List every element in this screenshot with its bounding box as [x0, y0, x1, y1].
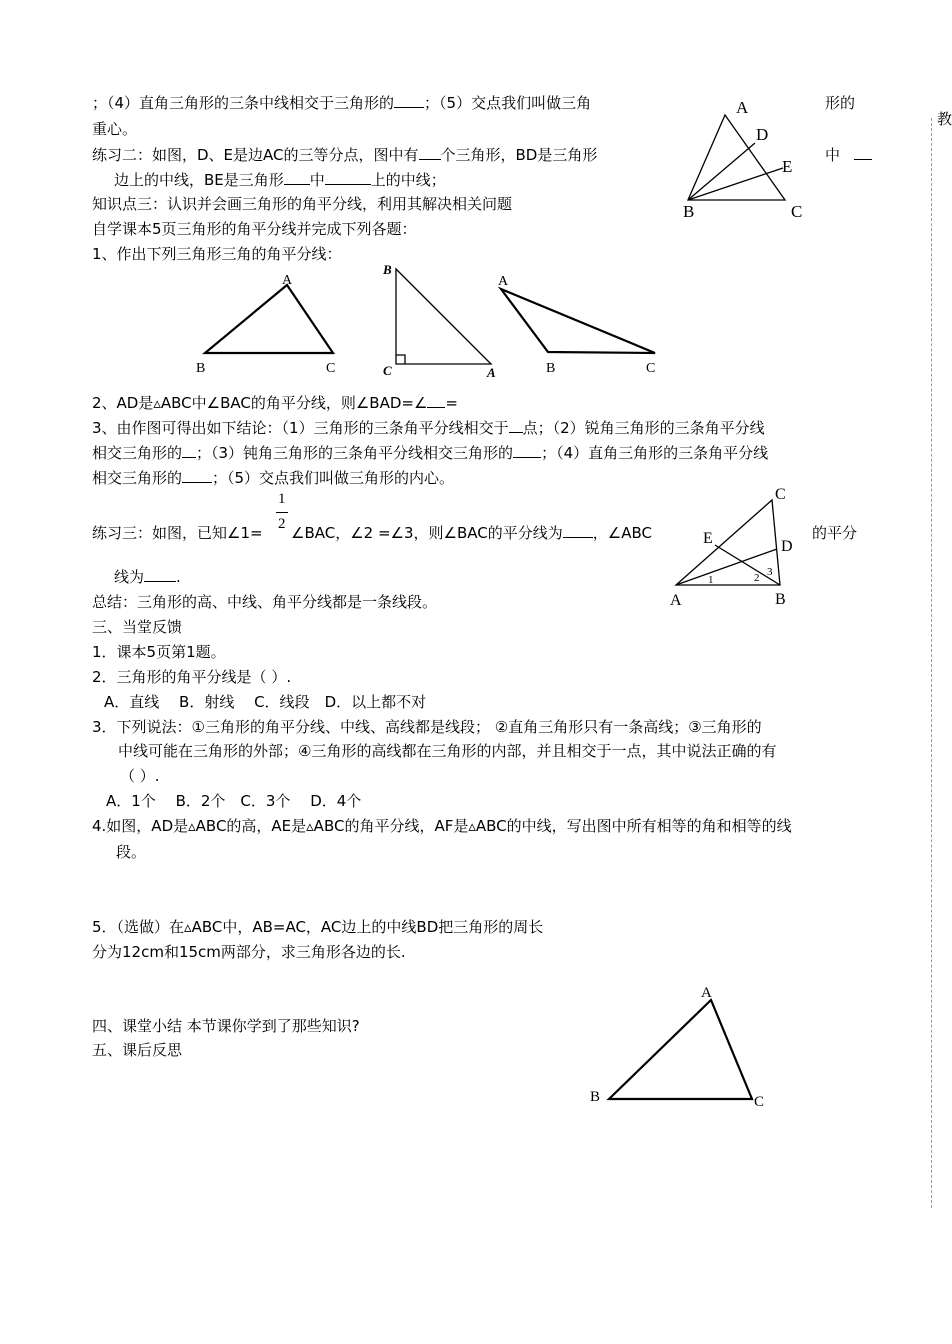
text-line: 自学课本5页三角形的角平分线并完成下列各题： [92, 220, 417, 238]
triangle-right [380, 260, 505, 380]
label-B: B [775, 591, 786, 608]
label-angle-1: 1 [708, 574, 714, 586]
text-line: 中线可能在三角形的外部；④三角形的高线都在三角形的内部，并且相交于一点，其中说法正确的有 [118, 742, 777, 760]
label-B: B [383, 262, 392, 277]
text-line: 2．三角形的角平分线是（ ）. [92, 668, 292, 686]
triangle-acute [190, 270, 350, 380]
fraction-denominator: 2 [278, 516, 286, 532]
text-line: 5．（选做）在▵ABC中，AB=AC，AC边上的中线BD把三角形的周长 [92, 918, 544, 936]
text-line: 1、作出下列三角形三角的角平分线： [92, 245, 342, 263]
text-line: 3、由作图可得出如下结论：（1）三角形的三条角平分线相交于 点；（2）锐角三角形的三条角平分线 [92, 419, 765, 437]
label-angle-3: 3 [767, 566, 773, 578]
section-heading: 五、课后反思 [92, 1041, 183, 1059]
label-C: C [791, 202, 803, 221]
section-heading: 四、课堂小结 本节课你学到了那些知识? [92, 1017, 360, 1035]
text-line: 总结：三角形的高、中线、角平分线都是一条线段。 [92, 593, 438, 611]
triangle-obtuse [495, 268, 665, 378]
text-line: 中 [825, 145, 872, 165]
text-line: 线为 . [114, 568, 181, 586]
label-angle-2: 2 [754, 572, 760, 584]
fraction-bar [276, 512, 288, 513]
section-heading: 三、当堂反馈 [92, 618, 183, 636]
text-line: 重心。 [92, 120, 138, 138]
label-B: B [683, 202, 695, 221]
text-line: 段。 [116, 843, 147, 861]
text-line: A．1个 B．2个 C．3个 D．4个 [106, 792, 362, 810]
label-E: E [703, 530, 713, 547]
label-C: C [775, 486, 786, 503]
label-E: E [782, 157, 793, 176]
label-D: D [781, 538, 793, 555]
label-A: A [487, 365, 496, 380]
text-line: 4.如图，AD是▵ABC的高，AE是▵ABC的角平分线，AF是▵ABC的中线，写出图中所有相等的角和相等的线 [92, 817, 792, 835]
label-B: B [546, 361, 556, 376]
label-A: A [736, 98, 749, 117]
margin-rule [931, 118, 932, 1208]
label-C: C [383, 363, 392, 378]
text-line: 练习二：如图，D、E是边AC的三等分点，图中有 个三角形，BD是三角形 [92, 146, 598, 164]
text-line: 相交三角形的 ；（3）钝角三角形的三条角平分线相交三角形的 ；（4）直角三角形的三条角平分线 [92, 444, 769, 462]
text-line: 3．下列说法：①三角形的角平分线、中线、高线都是线段； ②直角三角形只有一条高线；③三角形的 [92, 718, 762, 736]
text-line: 知识点三：认识并会画三角形的角平分线，利用其解决相关问题 [92, 195, 513, 213]
label-A: A [670, 592, 682, 609]
text-line: 形的 [825, 94, 856, 112]
label-C: C [646, 361, 656, 376]
label-C: C [326, 361, 336, 376]
fraction-numerator: 1 [278, 491, 286, 507]
label-B: B [196, 361, 206, 376]
label-A: A [701, 985, 712, 1001]
sidebar-label: 教 [937, 110, 952, 128]
text-line: ；（4）直角三角形的三条中线相交于三角形的 ；（5）交点我们叫做三角 [92, 94, 592, 112]
figure-bisector [668, 485, 818, 610]
text-line: 1．课本5页第1题。 [92, 643, 226, 661]
text-line: （ ）. [120, 767, 160, 785]
text-line: 2、AD是▵ABC中∠BAC的角平分线，则∠BAD=∠ = [92, 394, 458, 412]
text-line: 边上的中线，BE是三角形 中 上的中线； [114, 171, 446, 189]
text-line: A．直线 B．射线 C．线段 D．以上都不对 [104, 693, 427, 711]
figure-triangle-abc [585, 980, 775, 1110]
label-A: A [282, 273, 293, 288]
label-A: A [498, 274, 509, 289]
label-C: C [754, 1094, 765, 1110]
label-D: D [756, 125, 769, 144]
label-B: B [590, 1089, 601, 1105]
text-line: 相交三角形的 ；（5）交点我们叫做三角形的内心。 [92, 469, 455, 487]
text-line: 分为12cm和15cm两部分，求三角形各边的长. [92, 943, 406, 961]
text-line: 的平分 [812, 524, 858, 542]
text-line: 练习三：如图，已知∠1= [92, 524, 263, 542]
figure-trisection [680, 95, 840, 225]
text-line: ∠BAC，∠2 =∠3，则∠BAC的平分线为 ，∠ABC [291, 524, 652, 542]
